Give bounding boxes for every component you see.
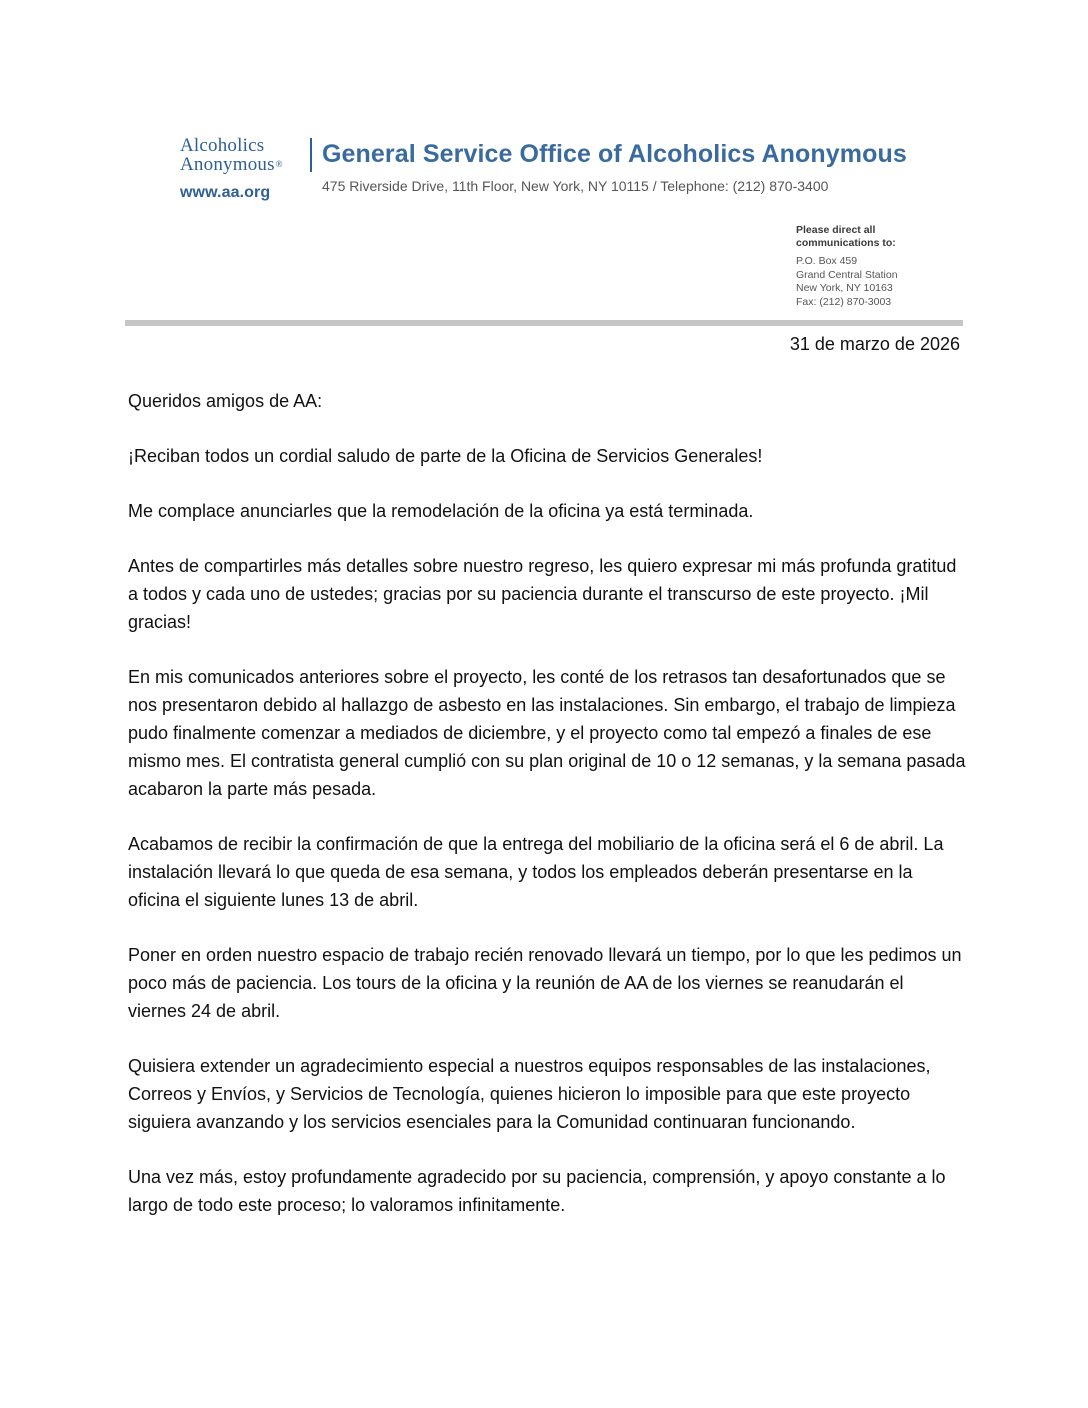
paragraph: Antes de compartirles más detalles sobre nuestro regreso, les quiero expresar mi más profunda gratitud a todos y cada uno de ustedes; gracias por su paciencia durante el transcurso de este proyecto. ¡Mil gracias! (128, 556, 957, 632)
paragraph: En mis comunicados anteriores sobre el proyecto, les conté de los retrasos tan desafortunados que se nos presentaron debido al hallazgo de asbesto en las instalaciones. Sin embargo, el trabajo de limpieza pudo finalmente comenzar a mediados de diciembre, y el proyecto como tal empezó a finales de ese mismo mes. El contratista general cumplió con su plan original de 10 o 12 semanas, y la semana pasada acabaron la parte más pesada. (128, 667, 966, 799)
registered-mark: ® (275, 159, 283, 169)
organization-name: General Service Office of Alcoholics Anonymous (322, 140, 907, 168)
letter-date: 31 de marzo de 2026 (789, 334, 960, 354)
fax-number: Fax: (212) 870-3003 (796, 295, 892, 308)
website-link[interactable]: www.aa.org (180, 184, 271, 201)
po-box: P.O. Box 459 (796, 255, 858, 267)
letter-body (128, 387, 966, 1246)
mailing-address-block (796, 224, 946, 309)
logo-line-2: Anonymous® (180, 154, 283, 175)
station: Grand Central Station (796, 268, 898, 281)
letterhead-divider (310, 138, 312, 172)
paragraph: ¡Reciban todos un cordial saludo de parte de la Oficina de Servicios Generales! (128, 446, 763, 466)
logo-line-1: Alcoholics (180, 135, 265, 156)
paragraph: Poner en orden nuestro espacio de trabajo recién renovado llevará un tiempo, por lo que les pedimos un poco más de paciencia. Los tours de la oficina y la reunión de AA de los viernes se reanudarán el viernes 24 de abril. (128, 945, 962, 1021)
header-rule (125, 320, 963, 326)
aa-logo (180, 136, 310, 202)
greeting: Queridos amigos de AA: (128, 391, 323, 411)
city: New York, NY 10163 (796, 282, 893, 294)
direct-heading-line-2: communications to: (796, 237, 896, 249)
paragraph: Una vez más, estoy profundamente agradecido por su paciencia, comprensión, y apoyo constante a lo largo de todo este proceso; lo valoramos infinitamente. (128, 1167, 946, 1215)
paragraph: Acabamos de recibir la confirmación de que la entrega del mobiliario de la oficina será el 6 de abril. La instalación llevará lo que queda de esa semana, y todos los empleados deberán presentarse en la oficina el siguiente lunes 13 de abril. (128, 834, 944, 910)
direct-heading-line-1: Please direct all (796, 224, 876, 236)
organization-address: 475 Riverside Drive, 11th Floor, New York, NY 10115 / Telephone: (212) 870-3400 (322, 178, 829, 194)
paragraph: Quisiera extender un agradecimiento especial a nuestros equipos responsables de las instalaciones, Correos y Envíos, y Servicios de Tecnología, quienes hicieron lo imposible para que este proyecto siguiera avanzando y los servicios esenciales para la Comunidad continuaran funcionando. (128, 1056, 931, 1132)
paragraph: Me complace anunciarles que la remodelación de la oficina ya está terminada. (128, 501, 754, 521)
